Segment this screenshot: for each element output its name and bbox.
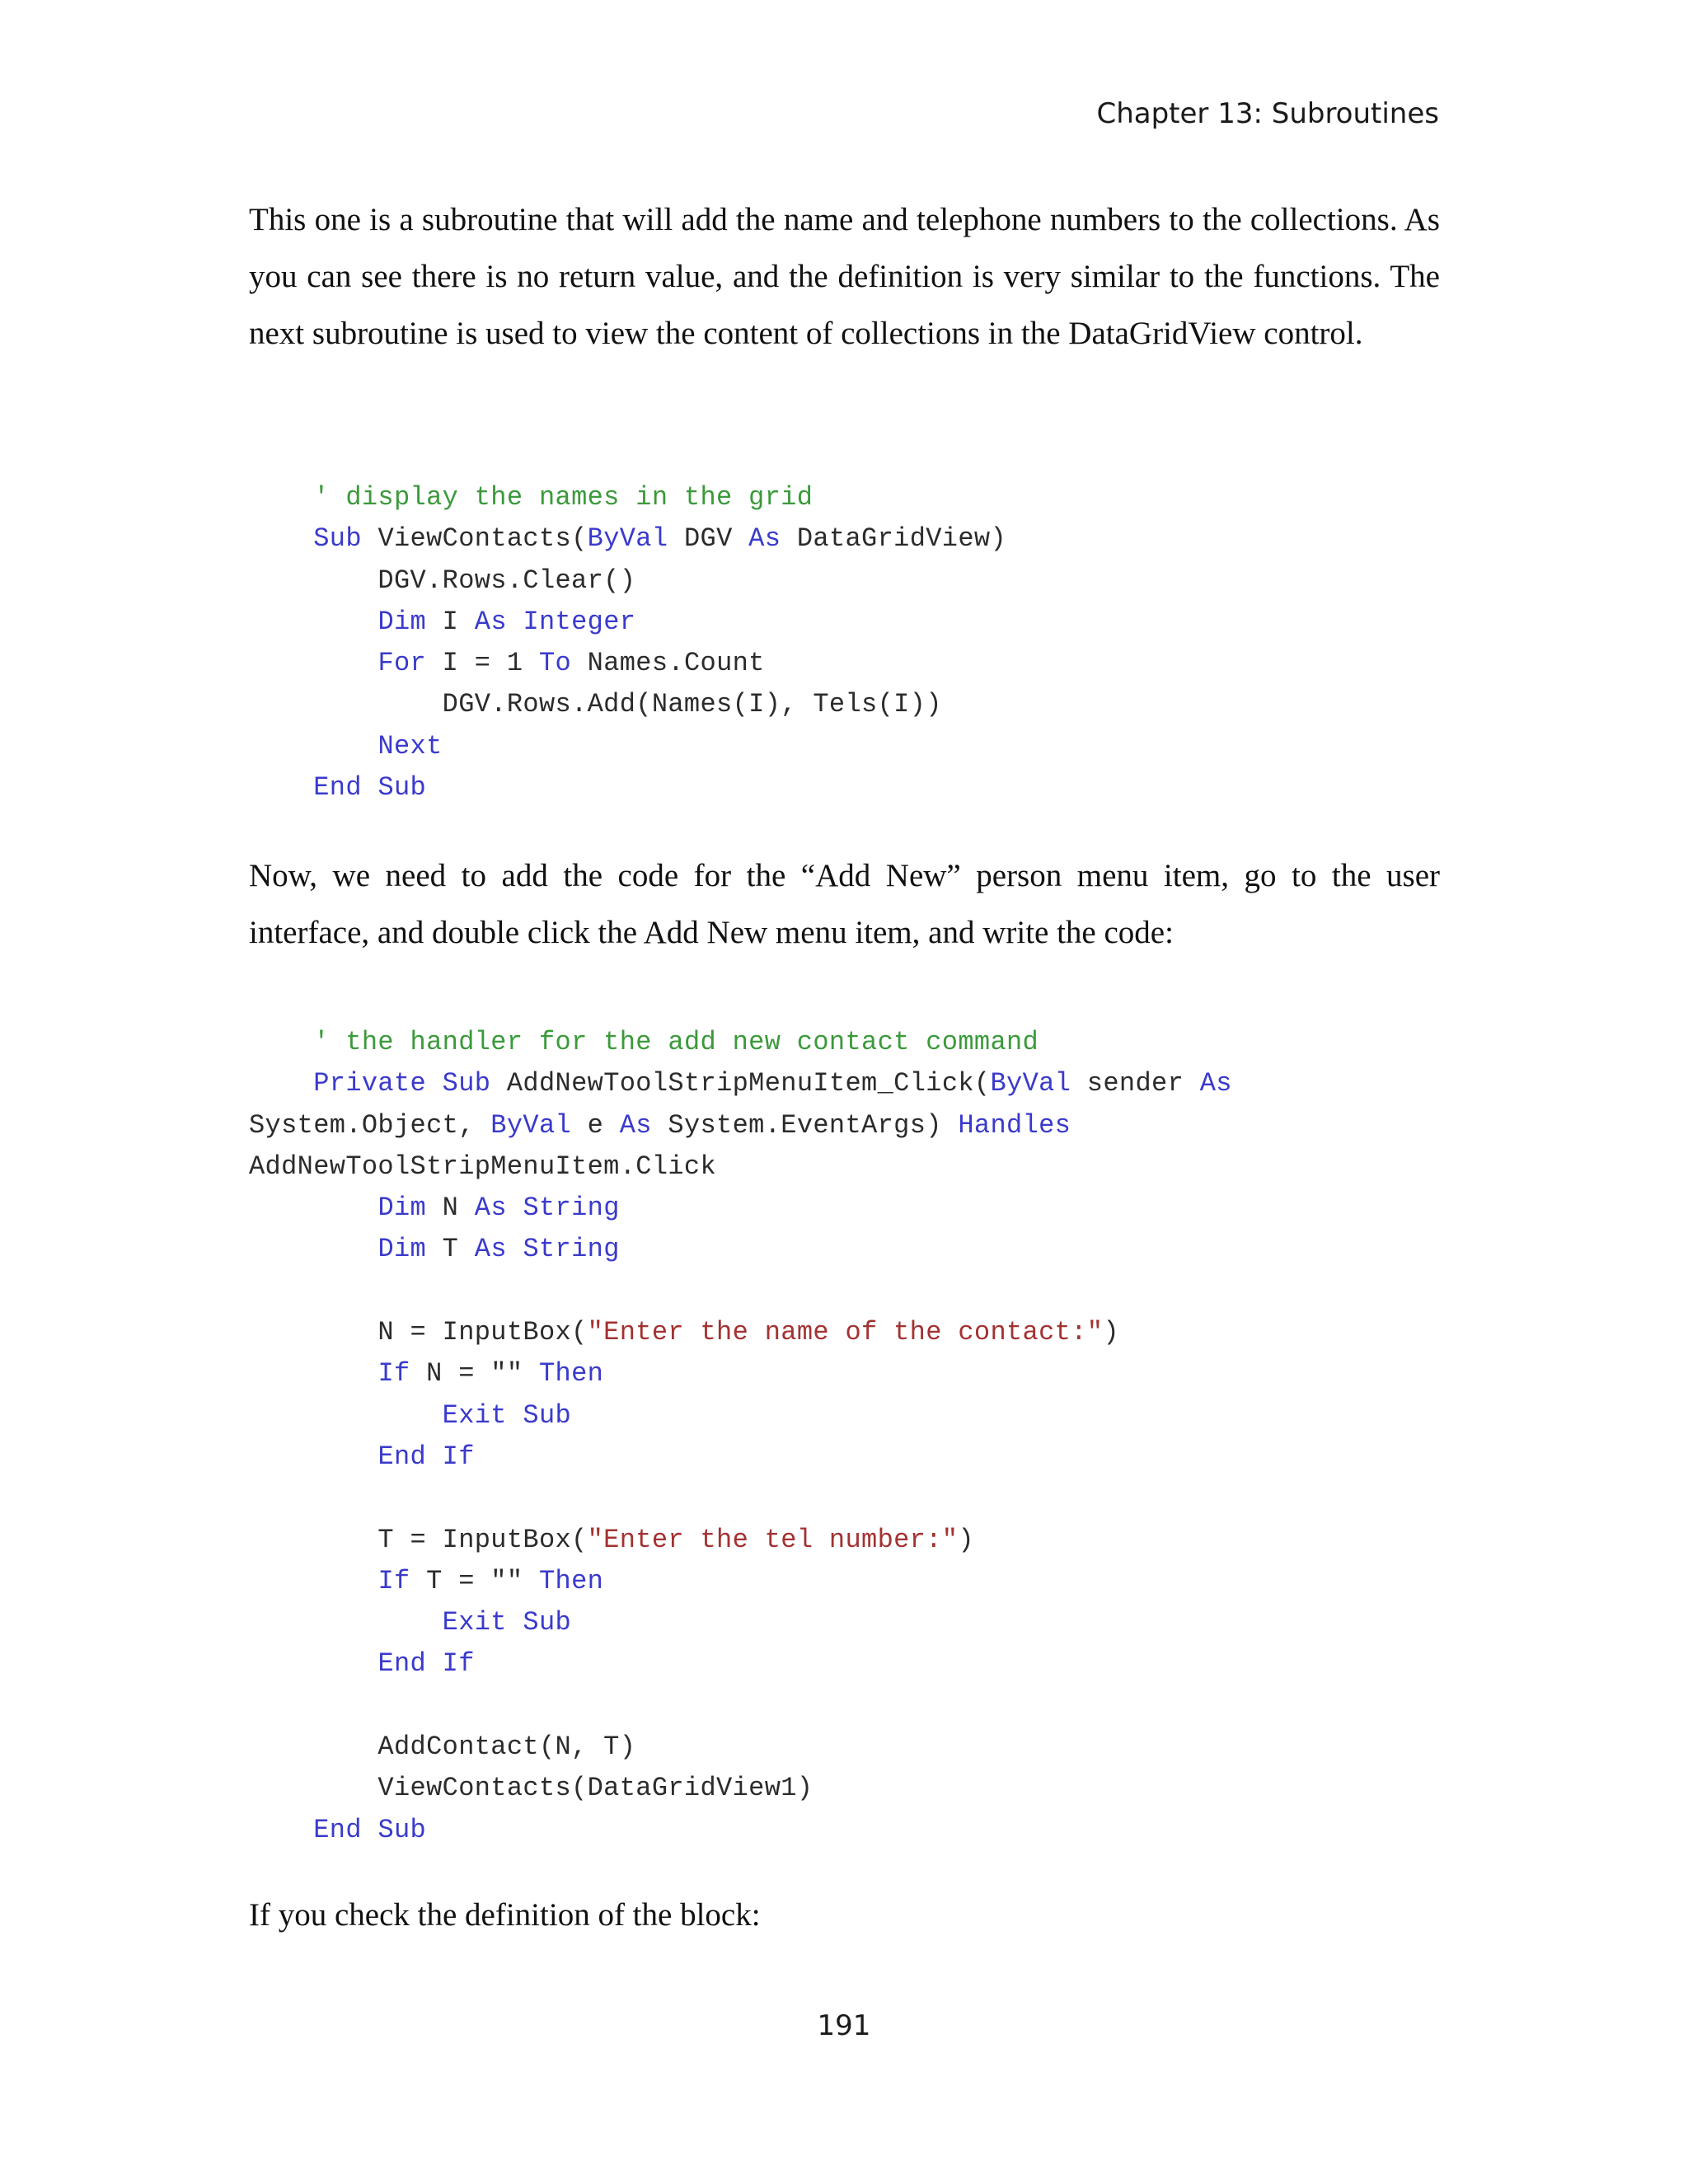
code-keyword: If [442,1648,475,1680]
code-line [249,1810,1232,1851]
code-text [249,1400,443,1431]
paragraph-block-definition: If you check the definition of the block: [249,1897,761,1933]
code-line [249,1271,1232,1312]
code-text [249,523,313,554]
code-keyword: As [474,606,507,637]
code-text: ) [1103,1317,1119,1348]
code-keyword: ByVal [587,523,668,555]
code-text [507,1193,523,1223]
code-keyword: End [313,1814,362,1845]
code-line [249,1353,1232,1394]
code-keyword: Sub [523,1399,572,1431]
code-text: AddContact(N, T) [249,1732,636,1763]
code-keyword: Sub [523,1607,572,1638]
code-keyword: End [377,1648,427,1680]
code-text [249,1193,377,1223]
code-string: "Enter the name of the contact:" [587,1317,1104,1348]
code-text: DGV [668,523,749,555]
code-keyword: Exit [442,1607,507,1638]
code-text: T = "" [410,1565,539,1596]
code-keyword: If [377,1565,410,1596]
code-text [507,1234,523,1264]
code-keyword: Next [377,730,443,762]
code-keyword: As [619,1109,652,1141]
code-keyword: Dim [377,1234,427,1265]
code-line [249,1602,1232,1643]
code-comment: ' display the names in the grid [313,482,814,513]
code-text [426,1441,443,1472]
code-text [249,1441,377,1472]
code-block-view-contacts [249,477,1006,808]
code-keyword: If [442,1441,475,1472]
code-keyword: As [748,523,781,555]
code-line [249,1478,1232,1519]
code-line [249,684,1006,725]
code-text: e [571,1109,620,1141]
code-line [249,1561,1232,1602]
code-text [507,1607,523,1638]
code-keyword: End [313,772,362,804]
code-text [249,731,377,762]
code-keyword: As [474,1234,507,1265]
code-line [249,1643,1232,1685]
code-keyword: Integer [523,606,636,637]
code-text: T = InputBox( [249,1524,588,1555]
code-keyword: String [523,1234,620,1265]
code-text: AddNewToolStripMenuItem.Click [249,1151,717,1182]
code-text [249,607,377,637]
code-text: System.EventArgs) [651,1109,959,1141]
code-text: ViewContacts( [361,523,588,555]
code-line [249,1312,1232,1353]
code-line [249,1188,1232,1229]
code-string: "Enter the tel number:" [587,1524,959,1555]
code-text [249,1566,377,1596]
code-line [249,1105,1232,1146]
code-text: DGV.Rows.Add(Names(I), Tels(I)) [249,689,942,720]
code-text [249,482,313,513]
code-keyword: Exit [442,1399,507,1431]
code-line [249,1063,1232,1104]
code-line [249,726,1006,767]
code-text: AddNewToolStripMenuItem_Click( [490,1068,991,1099]
code-line [249,643,1006,684]
code-block-add-new-handler [249,1022,1232,1851]
page-number: 191 [817,2009,871,2042]
code-text [249,1068,313,1099]
code-text: Names.Count [571,648,765,679]
code-keyword: Then [538,1358,604,1390]
code-keyword: ByVal [490,1109,572,1141]
code-keyword: ByVal [990,1068,1071,1099]
code-line [249,1229,1232,1270]
code-line [249,1768,1232,1809]
code-keyword: Then [538,1565,604,1596]
code-keyword: Dim [377,606,427,637]
code-text [507,1400,523,1431]
code-text: System.Object, [249,1109,491,1141]
code-keyword: End [377,1441,427,1472]
code-comment: ' the handler for the add new contact command [313,1027,1039,1057]
code-text [249,1815,313,1845]
code-keyword: Dim [377,1193,427,1224]
code-keyword: Sub [377,1814,427,1845]
code-line [249,1436,1232,1478]
code-text [249,1358,377,1389]
code-text: I = 1 [426,648,539,679]
paragraph-add-new: Now, we need to add the code for the “Add New” person menu item, go to the user interface, and double click the Add New menu item, and write the code: [249,858,1440,950]
chapter-header: Chapter 13: Subroutines [1096,97,1439,130]
code-keyword: As [474,1193,507,1224]
code-text [249,648,377,678]
code-line [249,1395,1232,1436]
code-text [362,1815,378,1845]
code-text [426,1648,443,1679]
code-text [362,772,378,803]
code-line [249,1520,1232,1561]
code-text [249,772,313,803]
code-text: DGV.Rows.Clear() [249,565,636,596]
code-text: I [426,606,475,637]
code-keyword: Handles [958,1109,1071,1141]
code-text: sender [1071,1068,1200,1099]
code-line [249,767,1006,808]
code-line [249,518,1006,560]
code-text [249,1607,443,1638]
code-keyword: Sub [442,1068,491,1099]
code-text [249,1234,377,1264]
code-text: T [426,1234,475,1265]
code-text: DataGridView) [781,523,1007,555]
code-keyword: Sub [313,523,362,555]
code-text [426,1068,443,1099]
paragraph-intro: This one is a subroutine that will add the name and telephone numbers to the collections. As you can see there is no return value, and the definition is very similar to the functions. The next subroutine is used to view the content of collections in the DataGridView control. [249,202,1440,351]
code-text [249,1648,377,1679]
code-line [249,1146,1232,1188]
code-text: ViewContacts(DataGridView1) [249,1773,814,1804]
code-line [249,1685,1232,1727]
code-keyword: Private [313,1068,427,1099]
code-line [249,1022,1232,1063]
code-keyword: If [377,1358,410,1390]
code-text: N [426,1193,475,1224]
code-keyword: For [377,648,427,679]
code-line [249,560,1006,602]
code-text: ) [958,1524,974,1555]
code-line [249,602,1006,643]
code-text: N = "" [410,1358,539,1390]
code-line [249,1727,1232,1768]
code-keyword: To [538,648,572,679]
code-text [507,607,523,637]
code-keyword: Sub [377,772,427,804]
code-text: N = InputBox( [249,1317,588,1348]
code-text [249,1027,313,1057]
code-line [249,477,1006,518]
code-keyword: As [1199,1068,1232,1099]
code-keyword: String [523,1193,620,1224]
